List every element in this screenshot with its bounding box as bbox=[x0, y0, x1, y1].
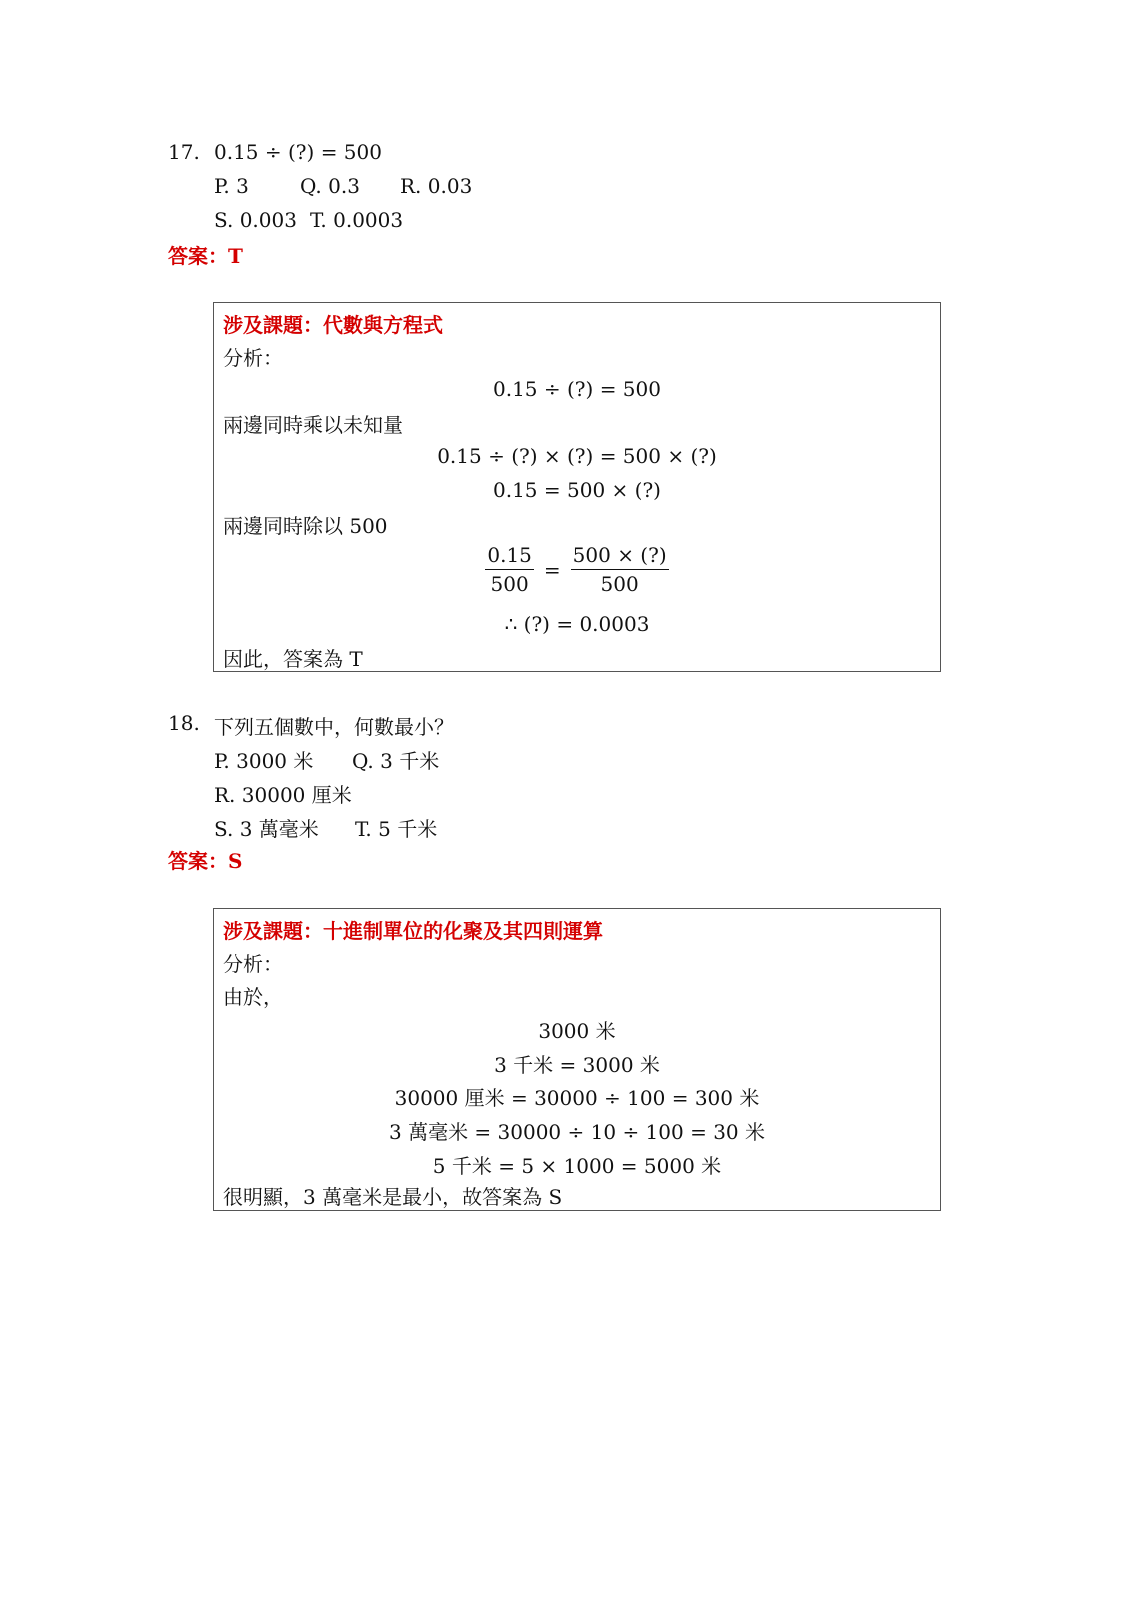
equation-result: ∴ (?) = 0.0003 bbox=[504, 612, 650, 636]
option-t: T. 0.0003 bbox=[310, 208, 404, 232]
option-s: S. 0.003 bbox=[214, 208, 297, 232]
equation-3: 0.15 = 500 × (?) bbox=[493, 478, 661, 502]
analysis-label: 分析： bbox=[223, 952, 283, 976]
option-p: P. 3 bbox=[214, 174, 249, 198]
conversion-line-4: 3 萬毫米 = 30000 ÷ 10 ÷ 100 = 30 米 bbox=[388, 1120, 766, 1144]
question-number: 17. bbox=[168, 140, 200, 164]
equation-1: 0.15 ÷ (?) = 500 bbox=[493, 377, 661, 401]
fraction-right-numerator: 500 × (?) bbox=[571, 543, 669, 570]
question-text: 0.15 ÷ (?) = 500 bbox=[214, 140, 382, 164]
conversion-line-2: 3 千米 = 3000 米 bbox=[494, 1053, 660, 1077]
analysis-box-18 bbox=[213, 908, 941, 1211]
conversion-line-3: 30000 厘米 = 30000 ÷ 100 = 300 米 bbox=[394, 1086, 760, 1110]
answer-label: 答案：S bbox=[168, 849, 243, 873]
fraction-left-numerator: 0.15 bbox=[485, 543, 534, 570]
question-text: 下列五個數中，何數最小？ bbox=[214, 715, 454, 739]
conclusion-text: 因此，答案為 T bbox=[223, 647, 363, 671]
topic-title: 涉及課題：代數與方程式 bbox=[223, 313, 443, 337]
conclusion-text: 很明顯，3 萬毫米是最小，故答案為 S bbox=[223, 1185, 563, 1209]
conversion-line-1: 3000 米 bbox=[538, 1019, 616, 1043]
option-s: S. 3 萬毫米 bbox=[214, 817, 319, 841]
fraction-left bbox=[485, 543, 534, 596]
analysis-box-17 bbox=[213, 302, 941, 672]
analysis-label: 分析： bbox=[223, 346, 283, 370]
equation-2: 0.15 ÷ (?) × (?) = 500 × (?) bbox=[437, 444, 717, 468]
option-p: P. 3000 米 bbox=[214, 749, 314, 773]
step-1-text: 兩邊同時乘以未知量 bbox=[223, 413, 403, 437]
fraction-right bbox=[571, 543, 669, 596]
question-number: 18. bbox=[168, 711, 200, 735]
conversion-line-5: 5 千米 = 5 × 1000 = 5000 米 bbox=[432, 1154, 722, 1178]
option-r: R. 0.03 bbox=[400, 174, 473, 198]
step-2-text: 兩邊同時除以 500 bbox=[223, 514, 388, 538]
since-text: 由於， bbox=[223, 985, 283, 1009]
answer-label: 答案：T bbox=[168, 244, 243, 268]
topic-title: 涉及課題：十進制單位的化聚及其四則運算 bbox=[223, 919, 603, 943]
option-t: T. 5 千米 bbox=[355, 817, 438, 841]
option-q: Q. 3 千米 bbox=[352, 749, 440, 773]
fraction-right-denominator: 500 bbox=[600, 572, 639, 596]
fraction-equation bbox=[214, 543, 940, 596]
equals-sign: = bbox=[543, 557, 561, 582]
option-r: R. 30000 厘米 bbox=[214, 783, 352, 807]
fraction-left-denominator: 500 bbox=[490, 572, 529, 596]
option-q: Q. 0.3 bbox=[300, 174, 360, 198]
